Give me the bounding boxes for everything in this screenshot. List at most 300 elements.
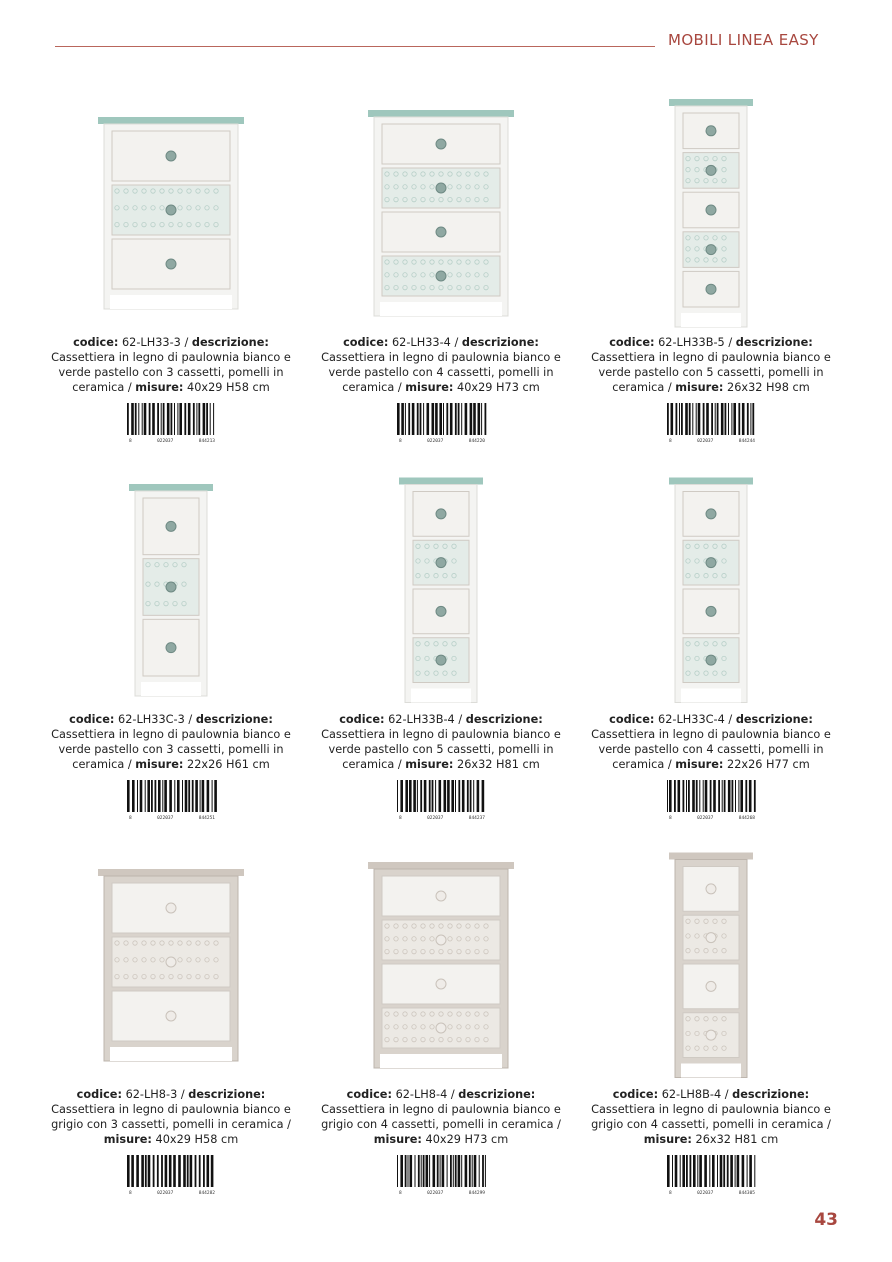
barcode-bar	[405, 780, 408, 812]
drawer-knob	[706, 509, 716, 519]
barcode-bar	[418, 1155, 420, 1187]
barcode-bar	[455, 403, 457, 435]
barcode-bar	[681, 403, 683, 435]
measures-label: misure:	[675, 381, 724, 394]
cabinet-top	[399, 478, 483, 485]
drawer-knob	[706, 981, 716, 991]
drawer-knob	[166, 643, 176, 653]
barcode-bar	[161, 1155, 163, 1187]
barcode-bar	[400, 1155, 403, 1187]
product-description: Cassettiera in legno di paulownia bianco e verde pastello con 3 cassetti, pomelli in ceramica /	[51, 728, 291, 771]
barcode-bar	[703, 403, 705, 435]
barcode-bar	[720, 1155, 723, 1187]
drawer-knob	[436, 183, 446, 193]
cabinet-top	[98, 117, 244, 124]
product-measures: 26x32 H81 cm	[695, 1133, 779, 1146]
barcode-bar	[162, 780, 163, 812]
description-label: descrizione:	[458, 1088, 536, 1101]
drawer-knob	[166, 259, 176, 269]
code-label: codice:	[609, 336, 655, 349]
product-photo	[584, 80, 838, 330]
barcode-bar	[732, 780, 734, 812]
barcode-bar	[417, 780, 418, 812]
barcode-bar	[206, 403, 208, 435]
barcode-bar	[485, 1155, 486, 1187]
product-photo	[584, 457, 838, 707]
barcode-digit-prefix: 8	[399, 439, 402, 444]
barcode-bar	[733, 403, 736, 435]
code-label: codice:	[609, 713, 655, 726]
barcode-bar	[455, 780, 456, 812]
barcode-bar	[192, 780, 194, 812]
product-caption: codice: 62-LH8B-4 / descrizione: Cassettiera in legno di paulownia bianco e grigio con 4 cassetti, pomelli in ceramica / misure: 26x32 H81 cm	[591, 1088, 831, 1146]
cabinet-top	[368, 110, 514, 117]
barcode-bar	[705, 780, 708, 812]
cabinet-leg-gap	[411, 689, 471, 703]
description-label: descrizione:	[735, 336, 813, 349]
barcode-bar	[718, 780, 720, 812]
code-label: codice:	[73, 336, 119, 349]
barcode-bar	[473, 780, 474, 812]
barcode-bar	[754, 1155, 755, 1187]
barcode-digit-prefix: 8	[669, 816, 672, 821]
cabinet-top	[368, 862, 514, 869]
barcode-bar	[427, 403, 430, 435]
barcode-bar	[178, 1155, 181, 1187]
barcode-bar	[697, 1155, 698, 1187]
barcode-bar	[413, 780, 416, 812]
barcode-bar	[465, 403, 468, 435]
barcode-bar	[439, 780, 442, 812]
barcode-bar	[179, 403, 182, 435]
cabinet-leg-gap	[380, 1054, 502, 1068]
barcode-bar	[458, 403, 460, 435]
barcode-bars	[667, 780, 757, 812]
description-label: descrizione:	[735, 713, 813, 726]
barcode-bar	[738, 403, 740, 435]
barcode-bar	[213, 403, 214, 435]
barcode-digit-prefix: 8	[399, 816, 402, 821]
barcode-bar	[686, 1155, 688, 1187]
barcode-bar	[745, 780, 747, 812]
barcode-bar	[442, 1155, 445, 1187]
measures-label: misure:	[135, 758, 184, 771]
description-label: descrizione:	[465, 713, 543, 726]
code-label: codice:	[612, 1088, 659, 1101]
barcode-bar	[193, 403, 195, 435]
barcode-digits-right: 844251	[198, 816, 215, 821]
barcode-bar	[214, 780, 217, 812]
barcode-bar	[675, 1155, 678, 1187]
barcode	[667, 403, 757, 443]
barcode-digits-left: 022037	[157, 816, 174, 821]
barcode-bar	[397, 780, 398, 812]
barcode-bar	[420, 403, 422, 435]
barcode-bar	[203, 1155, 205, 1187]
barcode-bar	[710, 780, 712, 812]
drawer-knob	[436, 891, 446, 901]
description-label: descrizione:	[195, 713, 273, 726]
product-code: 62-LH8-3	[125, 1088, 178, 1101]
barcode-bar	[195, 780, 198, 812]
barcode-bar	[683, 780, 685, 812]
barcode-bar	[740, 780, 743, 812]
barcode-bar	[212, 780, 213, 812]
barcode-bar	[163, 403, 165, 435]
barcode-bar	[426, 1155, 429, 1187]
barcode-bar	[481, 403, 482, 435]
barcode-bar	[446, 403, 448, 435]
barcode-bar	[467, 780, 469, 812]
product-description: Cassettiera in legno di paulownia bianco e verde pastello con 3 cassetti, pomelli in ceramica /	[51, 351, 291, 394]
barcode	[667, 1155, 757, 1195]
barcode-bar	[127, 1155, 130, 1187]
barcode-bar	[469, 1155, 471, 1187]
barcode-bar	[424, 780, 427, 812]
barcode-bar	[690, 1155, 692, 1187]
barcode-bar	[692, 403, 693, 435]
barcode-bar	[185, 780, 188, 812]
barcode-digit-prefix: 8	[669, 1191, 672, 1196]
barcode-bar	[735, 780, 736, 812]
barcode-bar	[415, 1155, 416, 1187]
drawer-knob	[166, 1011, 176, 1021]
cabinet-top	[669, 99, 753, 106]
barcode-bar	[173, 1155, 176, 1187]
barcode-bar	[669, 780, 672, 812]
cabinet-leg-gap	[110, 1047, 232, 1061]
product-caption: codice: 62-LH33C-3 / descrizione: Cassettiera in legno di paulownia bianco e verde pastello con 3 cassetti, pomelli in ceramica / misure: 22x26 H61 cm	[51, 713, 291, 771]
cabinet-leg-gap	[141, 682, 201, 696]
drawer-knob	[706, 165, 716, 175]
barcode-digits-right: 844268	[738, 816, 755, 821]
drawer-knob	[166, 957, 176, 967]
product-caption: codice: 62-LH8-3 / descrizione: Cassettiera in legno di paulownia bianco e grigio con 3 cassetti, pomelli in ceramica / misure: 40x29 H58 cm	[51, 1088, 291, 1146]
barcode-bar	[188, 780, 190, 812]
product-measures: 40x29 H58 cm	[187, 381, 270, 394]
barcode-digit-prefix: 8	[129, 816, 132, 821]
product-photo	[314, 457, 568, 707]
barcode-bar	[174, 780, 175, 812]
barcode-bar	[164, 780, 167, 812]
description-label: descrizione:	[732, 1088, 810, 1101]
barcode-bar	[482, 1155, 484, 1187]
barcode-bar	[165, 1155, 168, 1187]
barcode-digits-left: 022037	[427, 816, 444, 821]
barcode-bar	[131, 403, 134, 435]
drawer-knob	[436, 558, 446, 568]
barcode-bar	[680, 1155, 681, 1187]
barcode-bar	[408, 403, 410, 435]
barcode-bar	[171, 403, 173, 435]
product-code: 62-LH33-3	[121, 336, 181, 349]
measures-label: misure:	[135, 381, 184, 394]
product-measures: 26x32 H98 cm	[727, 381, 810, 394]
drawer-knob	[706, 606, 716, 616]
barcode-bar	[169, 780, 172, 812]
barcode-bar	[738, 780, 739, 812]
barcode-digit-prefix: 8	[129, 439, 132, 444]
barcode-bar	[152, 403, 155, 435]
barcode-bar	[672, 1155, 673, 1187]
barcode-bar	[713, 780, 716, 812]
barcode-digits-left: 022037	[157, 439, 174, 444]
barcode-bar	[671, 403, 674, 435]
measures-label: misure:	[103, 1133, 152, 1146]
cabinet-leg-gap	[681, 1064, 741, 1078]
barcode-bar	[444, 780, 447, 812]
barcode-bar	[470, 780, 472, 812]
product-measures: 22x26 H61 cm	[187, 758, 270, 771]
barcode-bars	[127, 403, 217, 435]
barcode-bar	[678, 780, 681, 812]
barcode-bar	[711, 403, 713, 435]
product-photo	[584, 832, 838, 1082]
barcode-bar	[725, 403, 727, 435]
barcode-bar	[706, 403, 709, 435]
barcode-bar	[752, 403, 754, 435]
barcode-bar	[127, 403, 129, 435]
barcode-digits-left: 022037	[697, 816, 714, 821]
description-label: descrizione:	[188, 1088, 266, 1101]
product-measures: 40x29 H73 cm	[425, 1133, 509, 1146]
barcode-bar	[731, 403, 732, 435]
barcode-bar	[447, 1155, 448, 1187]
barcode-bar	[401, 403, 404, 435]
barcode-bar	[423, 1155, 425, 1187]
drawer-knob	[706, 205, 716, 215]
product-description: Cassettiera in legno di paulownia bianco e verde pastello con 5 cassetti, pomelli in ceramica /	[591, 351, 831, 394]
barcode-bar	[423, 403, 424, 435]
barcode-bar	[453, 1155, 454, 1187]
barcode-bar	[699, 780, 700, 812]
code-label: codice:	[339, 713, 385, 726]
measures-label: misure:	[373, 1133, 422, 1146]
barcode-bar	[184, 403, 186, 435]
product-photo	[314, 80, 568, 330]
product-photo	[314, 832, 568, 1082]
barcode-bar	[132, 780, 135, 812]
barcode-bar	[717, 1155, 718, 1187]
drawer-knob	[706, 558, 716, 568]
barcode-bar	[724, 780, 726, 812]
barcode-bar	[177, 780, 180, 812]
cabinet-leg-gap	[681, 313, 741, 327]
barcode-digits-left: 022037	[697, 439, 714, 444]
barcode-bar	[704, 1155, 707, 1187]
barcode-bar	[135, 403, 137, 435]
product-code: 62-LH33C-4	[658, 713, 725, 726]
drawer-knob	[706, 933, 716, 943]
measures-label: misure:	[643, 1133, 692, 1146]
barcode	[397, 780, 487, 820]
product-caption: codice: 62-LH33B-4 / descrizione: Cassettiera in legno di paulownia bianco e verde pastello con 5 cassetti, pomelli in ceramica / misure: 26x32 H81 cm	[321, 713, 561, 771]
barcode-bar	[207, 780, 210, 812]
barcode-bar	[688, 780, 690, 812]
barcode-bar	[195, 1155, 197, 1187]
barcode-bar	[747, 1155, 748, 1187]
barcode-bar	[717, 403, 719, 435]
barcode-bar	[198, 403, 200, 435]
barcode-digits-right: 844282	[198, 1191, 215, 1196]
barcode-digits-right: 844220	[468, 439, 485, 444]
drawer-knob	[436, 655, 446, 665]
barcode	[127, 1155, 217, 1195]
barcode-bar	[749, 1155, 752, 1187]
barcode-bar	[712, 1155, 715, 1187]
product-code: 62-LH33-4	[391, 336, 451, 349]
barcode-bar	[421, 1155, 422, 1187]
barcode-bar	[183, 1155, 186, 1187]
barcode-bar	[455, 1155, 457, 1187]
barcode-bar	[450, 403, 453, 435]
barcode-bar	[432, 403, 435, 435]
barcode-bar	[420, 780, 422, 812]
barcode-bar	[200, 780, 201, 812]
barcode-bar	[682, 1155, 685, 1187]
barcode-bar	[397, 403, 400, 435]
barcode-bar	[199, 1155, 201, 1187]
barcode-bar	[433, 1155, 436, 1187]
barcode-bar	[721, 403, 724, 435]
barcode-bar	[412, 403, 415, 435]
code-label: codice:	[69, 713, 115, 726]
header-line	[55, 46, 655, 47]
barcode-digits-right: 844237	[468, 816, 485, 821]
product-description: Cassettiera in legno di paulownia bianco e verde pastello con 4 cassetti, pomelli in ceramica /	[321, 351, 561, 394]
cabinet-top	[669, 478, 753, 485]
barcode-bar	[409, 780, 412, 812]
drawer-knob	[706, 245, 716, 255]
barcode-bar	[177, 403, 178, 435]
drawer-knob	[706, 655, 716, 665]
code-label: codice:	[76, 1088, 122, 1101]
barcode-bar	[470, 403, 473, 435]
barcode-bar	[742, 1155, 745, 1187]
barcode-digit-prefix: 8	[669, 439, 672, 444]
barcode-bar	[140, 780, 143, 812]
barcode-digits-right: 844244	[738, 439, 755, 444]
product-caption: codice: 62-LH8-4 / descrizione: Cassettiera in legno di paulownia bianco e grigio con 4 cassetti, pomelli in ceramica / misure: 40x29 H73 cm	[321, 1088, 561, 1146]
barcode-bar	[667, 403, 669, 435]
product-measures: 40x29 H58 cm	[155, 1133, 239, 1146]
barcode	[667, 780, 757, 820]
drawer-knob	[436, 935, 446, 945]
description-label: descrizione:	[461, 336, 539, 349]
barcode-bar	[157, 403, 159, 435]
barcode-bar	[187, 1155, 189, 1187]
product-description: Cassettiera in legno di paulownia bianco e grigio con 4 cassetti, pomelli in ceramica /	[321, 1103, 561, 1131]
drawer-knob	[706, 884, 716, 894]
barcode-bar	[465, 1155, 468, 1187]
drawer-knob	[436, 227, 446, 237]
barcode-bar	[439, 403, 442, 435]
barcode-bar	[461, 403, 462, 435]
barcode-bar	[203, 403, 206, 435]
barcode-bar	[447, 780, 450, 812]
measures-label: misure:	[675, 758, 724, 771]
barcode-bar	[145, 1155, 147, 1187]
barcode-bar	[155, 780, 157, 812]
cabinet-top	[98, 869, 244, 876]
barcode-bar	[157, 1155, 159, 1187]
drawer-knob	[166, 903, 176, 913]
barcode-bars	[127, 780, 217, 812]
barcode-bar	[190, 1155, 193, 1187]
barcode-bar	[698, 403, 701, 435]
barcode-bar	[692, 780, 695, 812]
barcode-bar	[137, 780, 138, 812]
drawer-knob	[166, 205, 176, 215]
barcode-bar	[202, 780, 205, 812]
barcode-bar	[142, 403, 143, 435]
barcode	[127, 403, 217, 443]
measures-label: misure:	[405, 381, 454, 394]
barcode-bar	[750, 403, 751, 435]
barcode-bar	[485, 403, 487, 435]
measures-label: misure:	[405, 758, 454, 771]
barcode-bar	[169, 1155, 172, 1187]
barcode-digits-right: 844213	[198, 439, 215, 444]
barcode-bar	[689, 403, 691, 435]
drawer-knob	[166, 582, 176, 592]
barcode-bar	[676, 403, 678, 435]
barcode-bar	[735, 1155, 736, 1187]
barcode-bar	[451, 780, 454, 812]
barcode-bar	[188, 403, 191, 435]
product-description: Cassettiera in legno di paulownia bianco e grigio con 4 cassetti, pomelli in ceramica /	[591, 1103, 831, 1131]
barcode-bars	[397, 403, 487, 435]
barcode-bar	[410, 1155, 413, 1187]
barcode-bar	[722, 780, 723, 812]
barcode-bar	[754, 780, 756, 812]
product-photo	[44, 80, 298, 330]
drawer-knob	[166, 521, 176, 531]
barcode-bars	[127, 1155, 217, 1187]
barcode-bar	[127, 780, 130, 812]
barcode-bar	[715, 403, 716, 435]
product-measures: 22x26 H77 cm	[727, 758, 810, 771]
barcode-bar	[432, 780, 434, 812]
barcode-bar	[479, 1155, 480, 1187]
barcode-bar	[136, 1155, 139, 1187]
barcode-bar	[397, 1155, 398, 1187]
barcode-digit-prefix: 8	[129, 1191, 132, 1196]
barcode-bar	[144, 403, 147, 435]
barcode-bar	[728, 780, 731, 812]
barcode-bar	[161, 403, 162, 435]
barcode-bar	[462, 780, 465, 812]
barcode-bar	[429, 1155, 430, 1187]
product-code: 62-LH33C-3	[118, 713, 185, 726]
drawer-knob	[436, 139, 446, 149]
barcode-bar	[167, 403, 170, 435]
barcode-bar	[405, 403, 406, 435]
barcode-bar	[699, 1155, 702, 1187]
product-code: 62-LH33B-4	[388, 713, 455, 726]
barcode-bar	[728, 403, 729, 435]
barcode-bar	[674, 780, 676, 812]
barcode-bar	[207, 1155, 210, 1187]
barcode-bar	[458, 780, 460, 812]
barcode-bar	[742, 403, 745, 435]
barcode-bar	[211, 1155, 214, 1187]
barcode-bar	[461, 1155, 462, 1187]
product-measures: 26x32 H81 cm	[457, 758, 540, 771]
product-description: Cassettiera in legno di paulownia bianco e verde pastello con 5 cassetti, pomelli in ceramica /	[321, 728, 561, 771]
barcode-bar	[450, 1155, 452, 1187]
barcode-bar	[174, 403, 175, 435]
